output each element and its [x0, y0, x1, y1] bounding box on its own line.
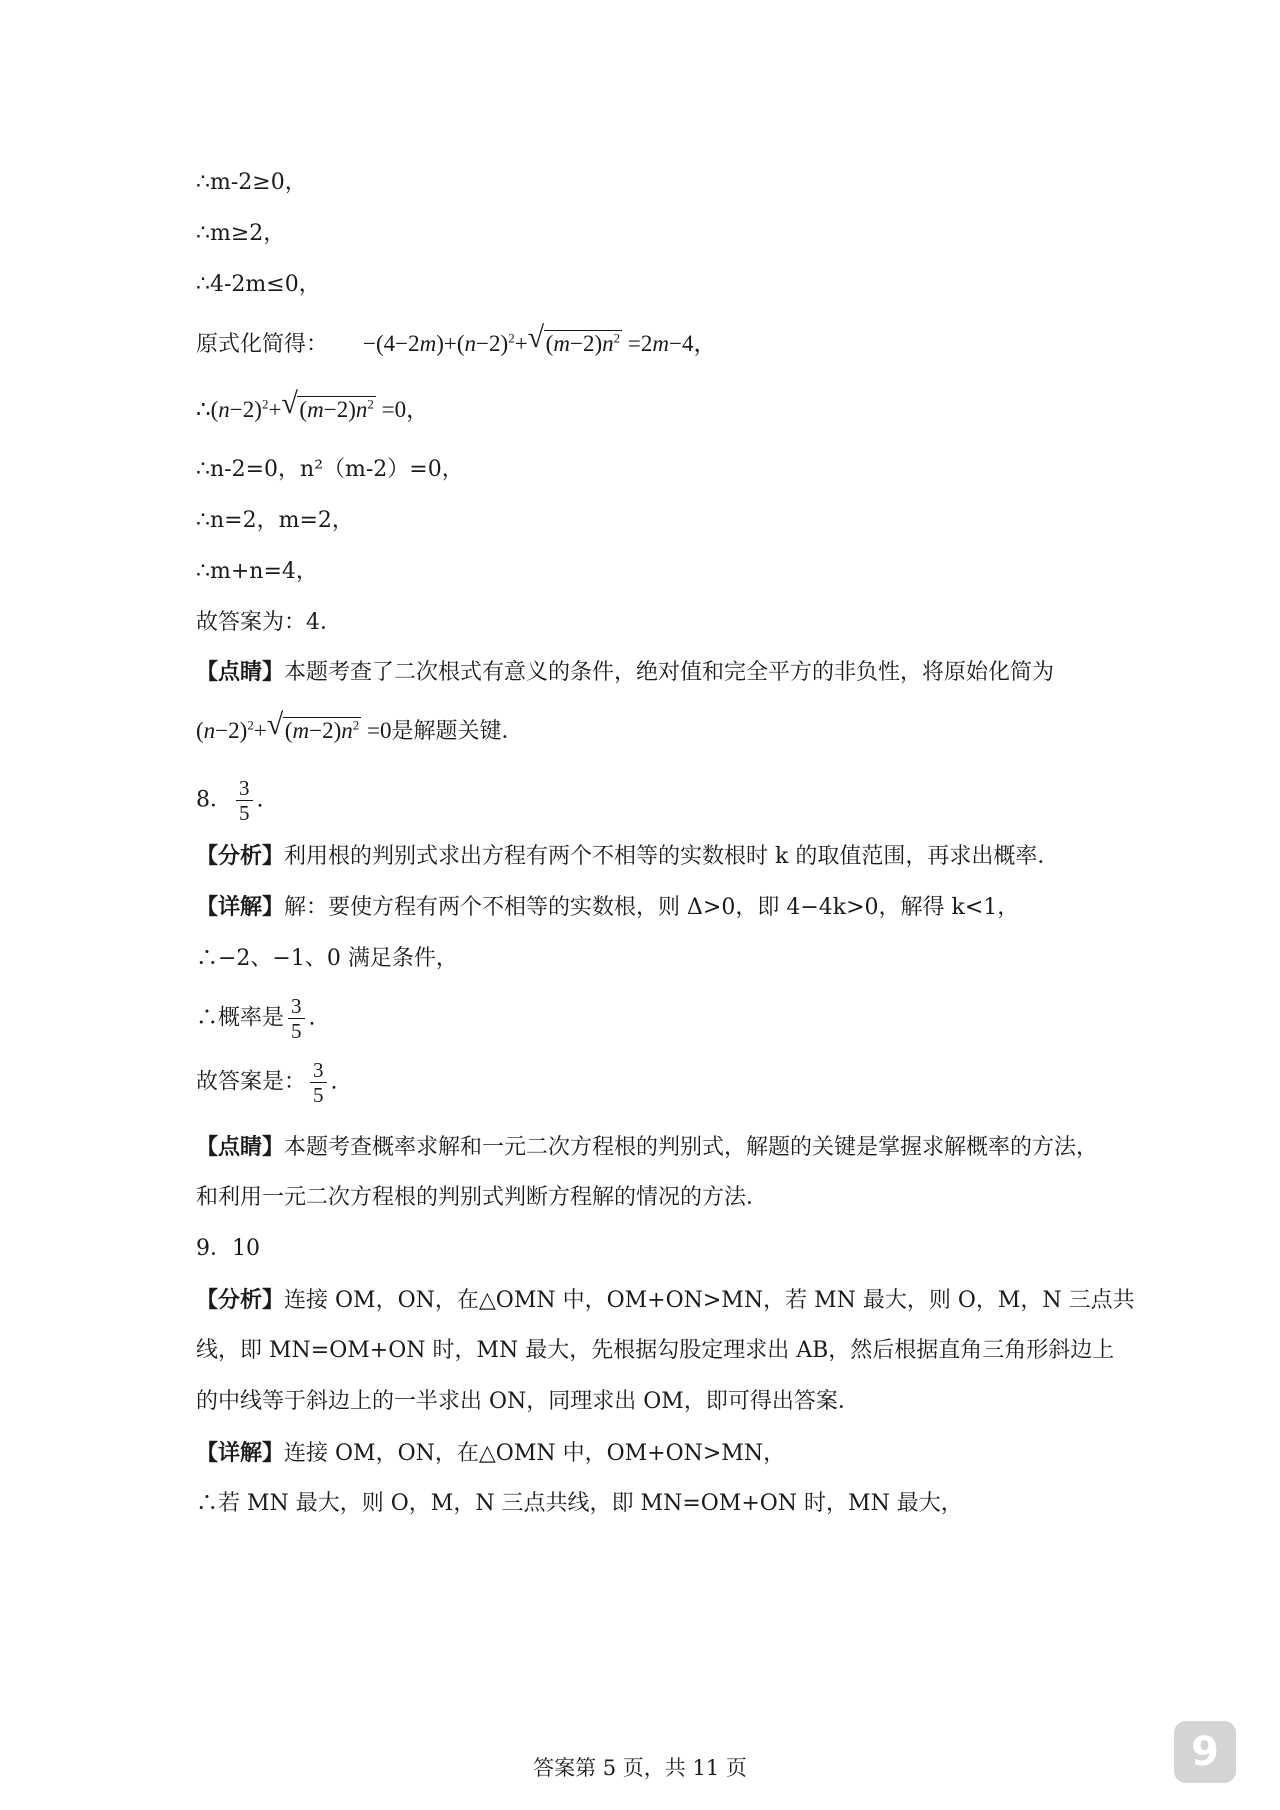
answer-line: 故答案是： $\frac{3}{5}$ . — [196, 1058, 338, 1107]
section-tag: 【点睛】 — [196, 1134, 285, 1160]
remark-line-cont — [196, 715, 523, 748]
analysis-text: 利用根的判别式求出方程有两个不相等的实数根时 k 的取值范围，再求出概率． — [284, 844, 1060, 869]
remark-line — [196, 656, 1054, 689]
text-line: ∴4-2m≤0， — [196, 272, 321, 297]
math-expression: $(n-2)^2+√$ $(m-2)n^2 =0$ — [196, 718, 391, 743]
text-line: 故答案为：4． — [196, 610, 342, 635]
analysis-line — [196, 840, 1059, 873]
section-tag: 【点睛】 — [196, 659, 285, 685]
question-9-answer: 9．10 — [196, 1236, 260, 1261]
page-footer: 答案第 5 页，共 11 页 — [533, 1756, 747, 1780]
section-tag: 【详解】 — [196, 1440, 285, 1466]
text-line: ∴m-2≥0， — [196, 170, 307, 195]
question-number: 8． — [196, 787, 232, 813]
text-line: ∴n=2，m=2， — [196, 508, 354, 533]
page-number-badge: 9 — [1174, 1721, 1236, 1783]
text-line: ∴若 MN 最大，则 O，M，N 三点共线，即 MN=OM+ON 时，MN 最大， — [196, 1491, 963, 1516]
remark-text: 是解题关键． — [391, 719, 524, 744]
analysis-line — [196, 1284, 1135, 1317]
text-line: 的中线等于斜边上的一半求出 ON，同理求出 OM，即可得出答案． — [196, 1389, 860, 1414]
text-line: 和利用一元二次方程根的判别式判断方程解的情况的方法． — [196, 1185, 769, 1210]
remark-text: 本题考查了二次根式有意义的条件，绝对值和完全平方的非负性，将原始化简为 — [284, 660, 1055, 685]
remark-text: 本题考查概率求解和一元二次方程根的判别式，解题的关键是掌握求解概率的方法， — [284, 1135, 1099, 1160]
fraction: $\frac{3}{5}$ — [310, 1058, 327, 1107]
simplification-line — [196, 328, 716, 361]
question-8-answer: 8． $\frac{3}{5}$ . — [196, 776, 264, 825]
text-line: ∴−2、−1、0 满足条件， — [196, 946, 458, 971]
analysis-text: 连接 OM，ON，在△OMN 中，OM+ON>MN，若 MN 最大，则 O，M，N 三点共 — [284, 1288, 1135, 1313]
line-prefix: 故答案是： — [196, 1069, 307, 1095]
section-tag: 【详解】 — [196, 894, 285, 920]
text-line: ∴n-2=0，n²（m-2）=0， — [196, 457, 464, 482]
math-line — [196, 394, 429, 427]
probability-line: ∴概率是 $\frac{3}{5}$ . — [196, 994, 316, 1043]
fraction: $\frac{3}{5}$ — [288, 994, 305, 1043]
fraction: $\frac{3}{5}$ — [236, 776, 253, 825]
detail-text: 解：要使方程有两个不相等的实数根，则 Δ>0，即 4−4k>0，解得 k<1， — [284, 895, 1020, 920]
text-line: ∴m+n=4， — [196, 559, 318, 584]
detail-text: 连接 OM，ON，在△OMN 中，OM+ON>MN， — [284, 1441, 786, 1466]
section-tag: 【分析】 — [196, 843, 285, 869]
line-prefix: 原式化简得： — [196, 332, 329, 357]
math-expression: $-(4-2m)+(n-2)^2+√$ $(m-2)n^2 =2m-4$， — [363, 331, 716, 356]
detail-line — [196, 891, 1019, 924]
section-tag: 【分析】 — [196, 1287, 285, 1313]
math-expression: $\therefore(n-2)^2+√$ $(m-2)n^2 =0$， — [196, 397, 429, 422]
line-prefix: ∴概率是 — [196, 1005, 285, 1031]
detail-line — [196, 1437, 785, 1470]
text-line: ∴m≥2， — [196, 221, 286, 246]
text-line: 线，即 MN=OM+ON 时，MN 最大，先根据勾股定理求出 AB，然后根据直角三角形斜边上 — [196, 1338, 1115, 1363]
remark-line — [196, 1131, 1098, 1164]
